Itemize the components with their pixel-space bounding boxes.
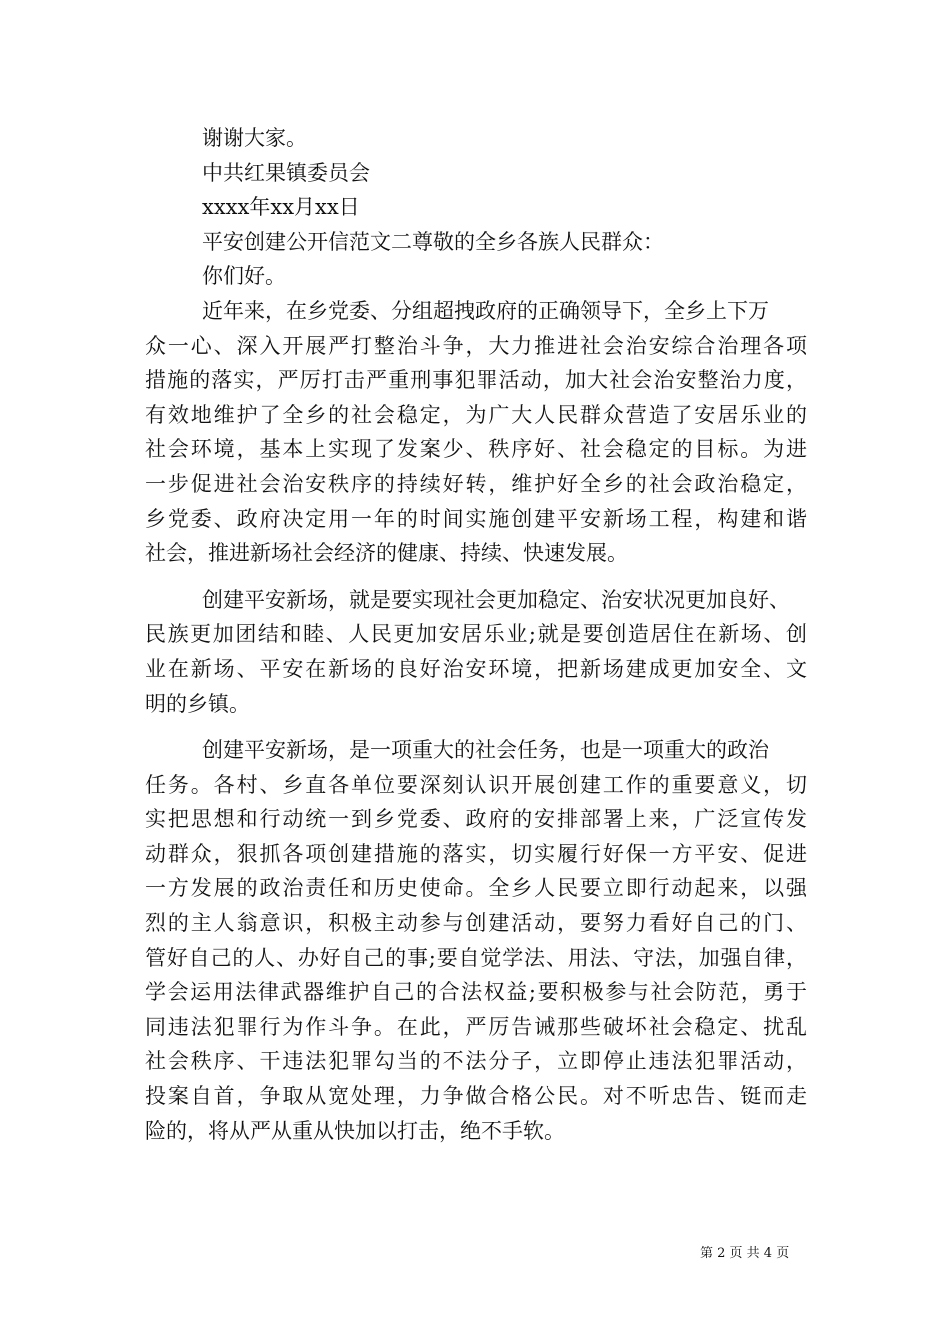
page-number-footer: 第 2 页 共 4 页: [700, 1246, 790, 1261]
paragraph-line: 措施的落实，严厉打击严重刑事犯罪活动，加大社会治安整治力度，: [145, 368, 807, 393]
paragraph-line: 有效地维护了全乡的社会稳定，为广大人民群众营造了安居乐业的: [145, 402, 807, 427]
paragraph-line: 业在新场、平安在新场的良好治安环境，把新场建成更加安全、文: [145, 656, 807, 681]
paragraph-line: 众一心、深入开展严打整治斗争，大力推进社会治安综合治理各项: [145, 333, 807, 358]
closing-date: xxxx年xx月xx日: [202, 195, 360, 220]
paragraph-line: 学会运用法律武器维护自己的合法权益;要积极参与社会防范，勇于: [145, 980, 807, 1005]
paragraph-2: [145, 583, 815, 721]
paragraph-line: 社会秩序、干违法犯罪勾当的不法分子，立即停止违法犯罪活动，: [145, 1049, 807, 1074]
paragraph-line: 近年来，在乡党委、分组超拽政府的正确领导下，全乡上下万: [202, 298, 769, 323]
paragraph-line: 一方发展的政治责任和历史使命。全乡人民要立即行动起来，以强: [145, 876, 807, 901]
paragraph-1: [145, 294, 815, 571]
paragraph-line: 乡党委、政府决定用一年的时间实施创建平安新场工程，构建和谐: [145, 506, 807, 531]
paragraph-line: 动群众，狠抓各项创建措施的落实，切实履行好保一方平安、促进: [145, 841, 807, 866]
paragraph-3: [145, 733, 815, 1148]
closing-thanks: 谢谢大家。: [202, 126, 307, 150]
paragraph-line: 烈的主人翁意识，积极主动参与创建活动，要努力看好自己的门、: [145, 911, 807, 936]
greeting: 你们好。: [202, 264, 286, 289]
paragraph-line: 实把思想和行动统一到乡党委、政府的安排部署上来，广泛宣传发: [145, 807, 807, 832]
paragraph-line: 明的乡镇。: [145, 691, 250, 716]
document-body: [145, 121, 815, 1148]
paragraph-line: 一步促进社会治安秩序的持续好转，维护好全乡的社会政治稳定，: [145, 471, 807, 496]
paragraph-line: 社会环境，基本上实现了发案少、秩序好、社会稳定的目标。为进: [145, 437, 807, 462]
paragraph-line: 同违法犯罪行为作斗争。在此，严厉告诫那些破坏社会稳定、扰乱: [145, 1014, 807, 1039]
closing-signature: 中共红果镇委员会: [202, 160, 370, 185]
paragraph-line: 管好自己的人、办好自己的事;要自觉学法、用法、守法，加强自律，: [145, 945, 807, 970]
paragraph-line: 投案自首，争取从宽处理，力争做合格公民。对不听忠告、铤而走: [145, 1084, 807, 1109]
paragraph-line: 险的，将从严从重从快加以打击，绝不手软。: [145, 1118, 565, 1143]
paragraph-line: 民族更加团结和睦、人民更加安居乐业;就是要创造居住在新场、创: [145, 622, 807, 647]
paragraph-line: 创建平安新场，就是要实现社会更加稳定、治安状况更加良好、: [202, 587, 790, 612]
paragraph-line: 任务。各村、乡直各单位要深刻认识开展创建工作的重要意义，切: [145, 772, 807, 797]
paragraph-line: 社会，推进新场社会经济的健康、持续、快速发展。: [145, 541, 628, 566]
paragraph-line: 创建平安新场，是一项重大的社会任务，也是一项重大的政治: [202, 738, 769, 763]
letter-heading: 平安创建公开信范文二尊敬的全乡各族人民群众：: [202, 229, 664, 254]
